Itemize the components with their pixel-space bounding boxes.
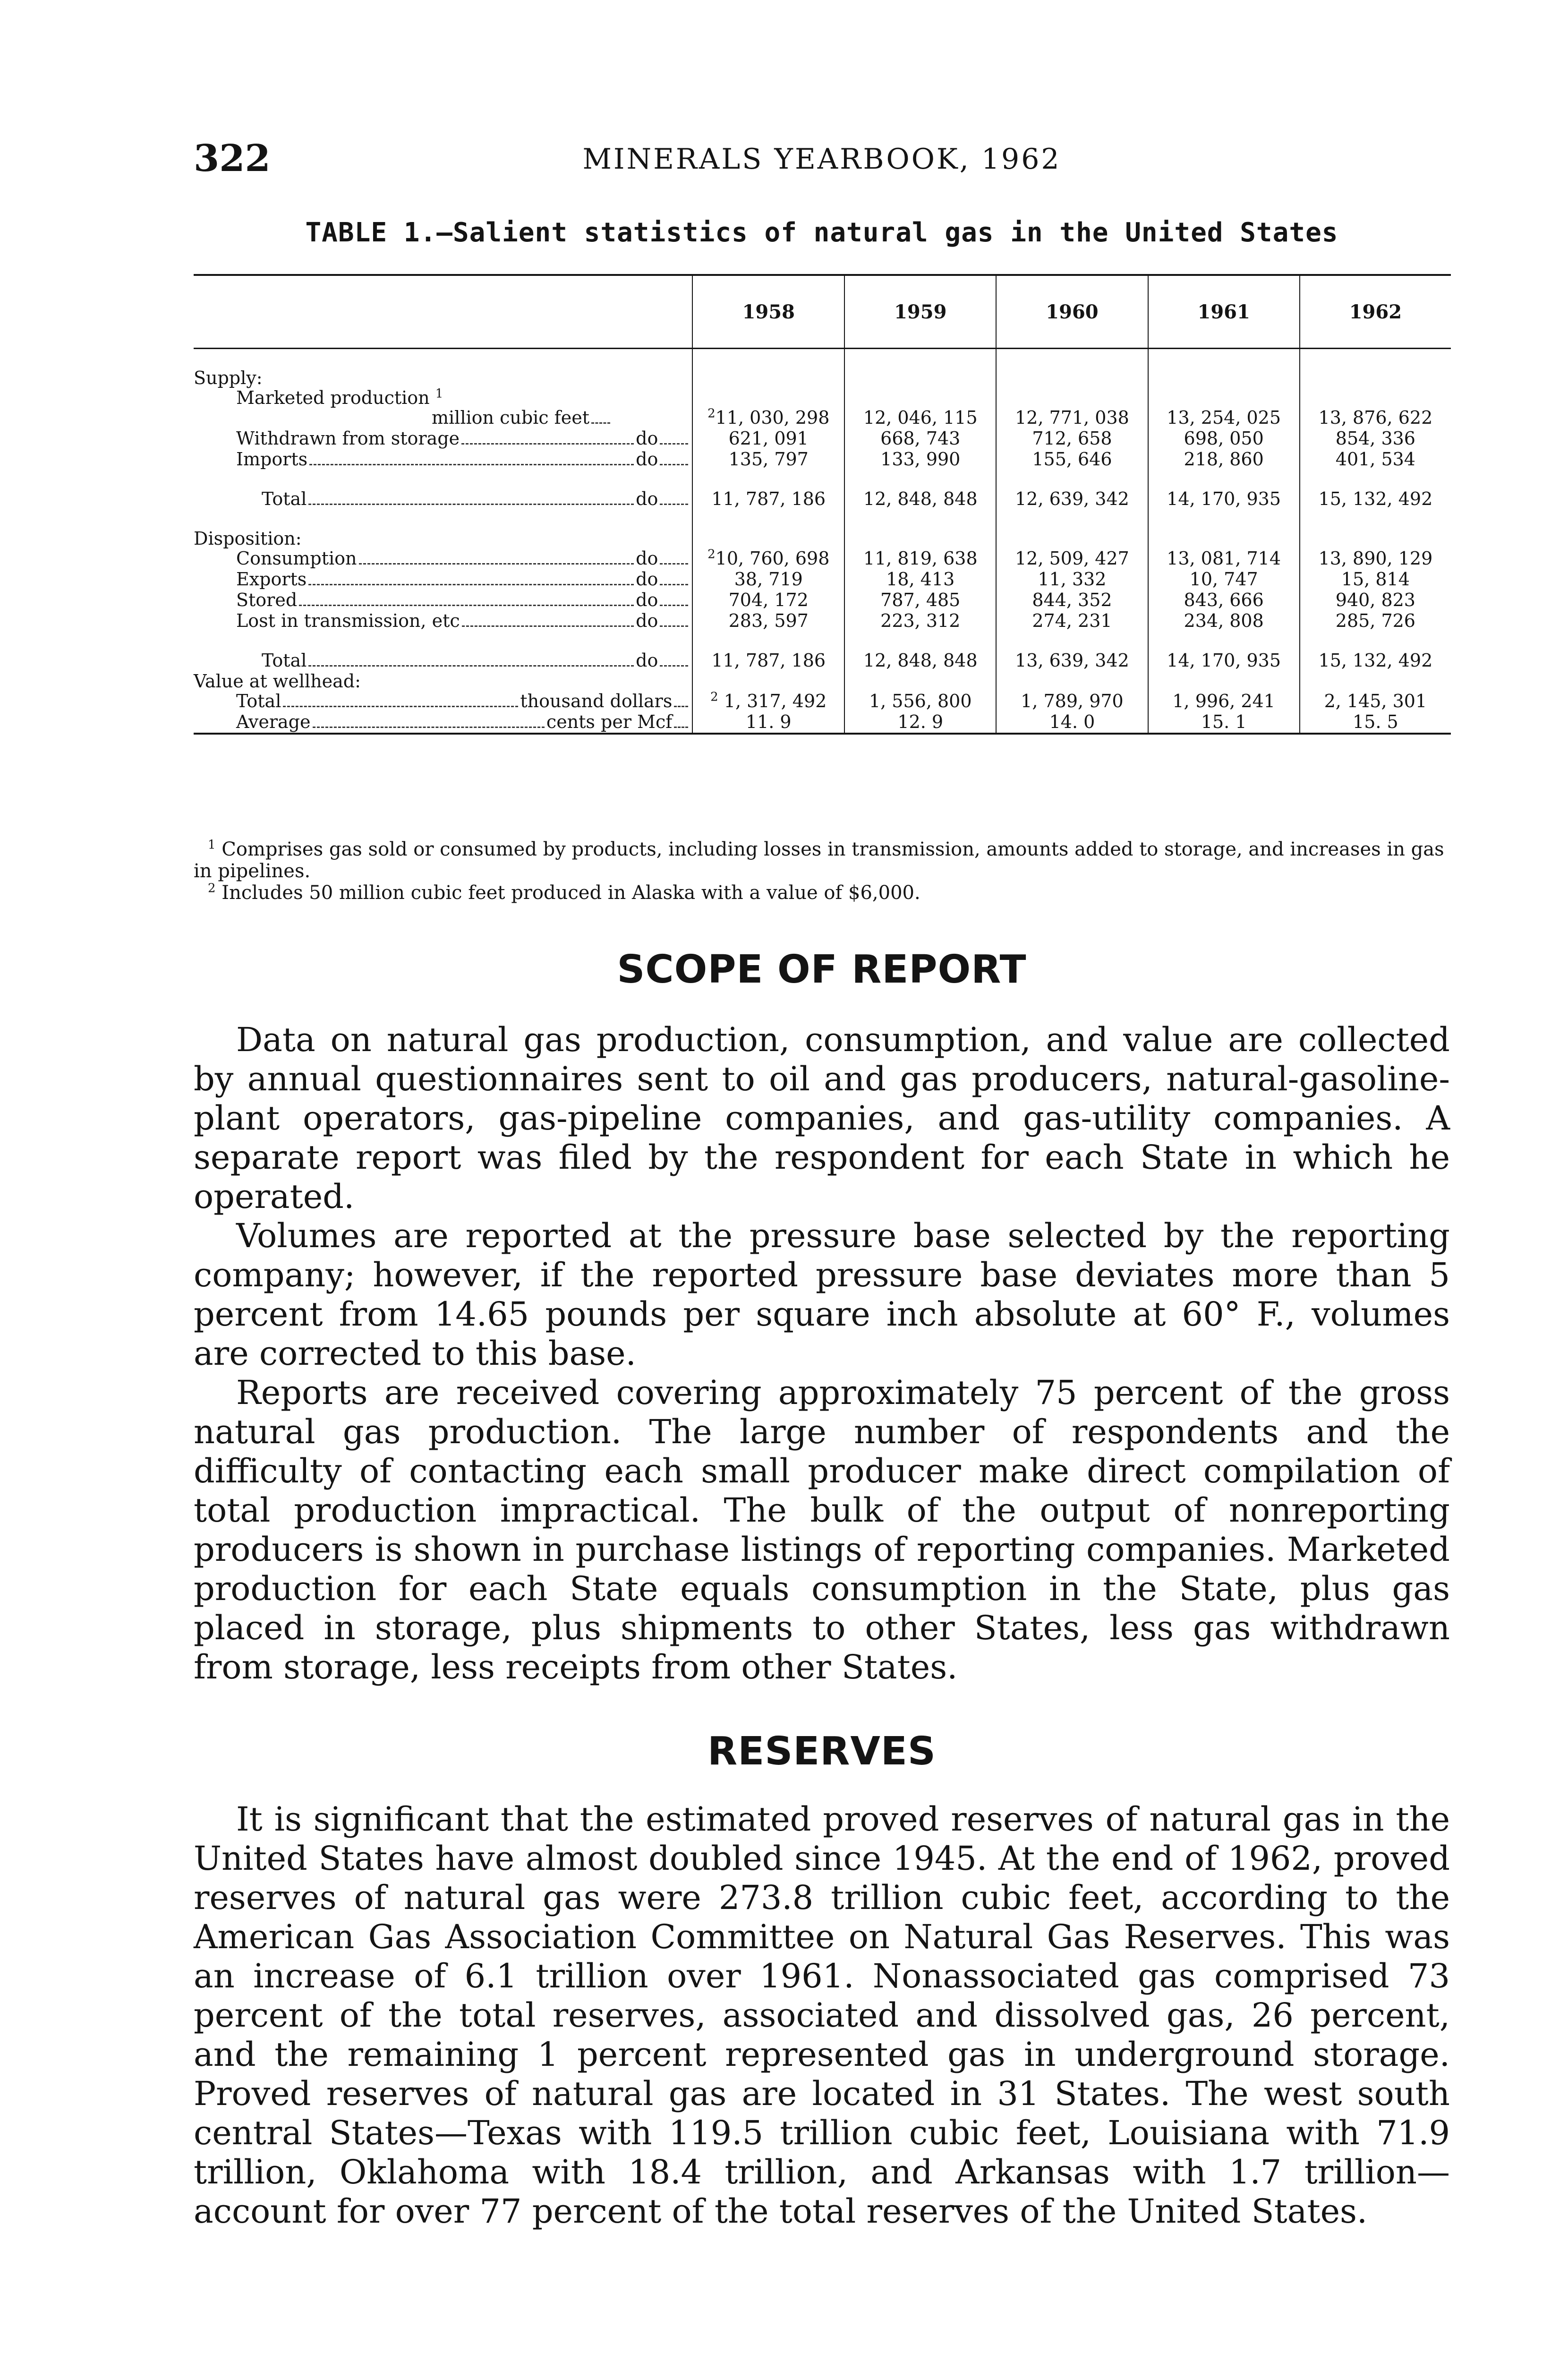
- unit-label: million cubic feet: [432, 407, 589, 428]
- footnote-mark: 1: [208, 838, 216, 852]
- table-cell: 13, 254, 025: [1148, 408, 1300, 428]
- footnote-mark: 1: [435, 386, 443, 401]
- row-label: [194, 408, 692, 428]
- table-cell: 223, 312: [844, 611, 996, 632]
- table-spacer: [194, 510, 1451, 529]
- row-label: Stored do: [194, 590, 692, 611]
- table-row: [194, 408, 1451, 428]
- table-header-row: [194, 275, 1451, 349]
- table-row: [194, 548, 1451, 569]
- table-row: [194, 368, 1451, 388]
- row-label: Total do: [194, 650, 692, 671]
- table-cell: 15. 5: [1300, 712, 1451, 734]
- table-cell: 12, 046, 115: [844, 408, 996, 428]
- table-caption: TABLE 1.—Salient statistics of natural gas in the United States: [305, 217, 1338, 248]
- table-spacer: [194, 632, 1451, 650]
- year-header: 1960: [996, 275, 1148, 349]
- row-label: Total thousand dollars: [194, 691, 692, 712]
- table-row: [194, 611, 1451, 632]
- row-label: Imports do: [194, 449, 692, 470]
- table-cell: 843, 666: [1148, 590, 1300, 611]
- table-cell: 218, 860: [1148, 449, 1300, 470]
- footnote-2: $^2$ Includes 50 million cubic feet produced in Alaska with a value of $6,000.: [208, 881, 920, 904]
- row-label: Lost in transmission, etc do: [194, 611, 692, 632]
- section-label-value: Value at wellhead:: [194, 671, 361, 692]
- footnote-mark: 2: [707, 406, 716, 421]
- running-head: [194, 137, 1450, 180]
- table-cell: 712, 658: [996, 428, 1148, 449]
- row-label: Average cents per Mcf: [194, 712, 692, 734]
- table-cell: 13, 890, 129: [1300, 548, 1451, 569]
- table-cell: 704, 172: [692, 590, 844, 611]
- row-label: [194, 388, 692, 408]
- table-cell: 133, 990: [844, 449, 996, 470]
- table-cell: 15, 132, 492: [1300, 650, 1451, 671]
- table-row: [194, 590, 1451, 611]
- table-row: [194, 529, 1451, 548]
- table-cell: 14, 170, 935: [1148, 650, 1300, 671]
- table-cell: $^2$10, 760, 698: [692, 548, 844, 569]
- table-cell: 1, 996, 241: [1148, 691, 1300, 712]
- year-header: 1962: [1300, 275, 1451, 349]
- table-cell: 844, 352: [996, 590, 1148, 611]
- table-cell: 15. 1: [1148, 712, 1300, 734]
- table-cell: 621, 091: [692, 428, 844, 449]
- table-row: [194, 650, 1451, 671]
- row-label: Exports do: [194, 569, 692, 590]
- table-cell: 11, 787, 186: [692, 650, 844, 671]
- table-cell: 135, 797: [692, 449, 844, 470]
- table-cell: 13, 876, 622: [1300, 408, 1451, 428]
- table-row: [194, 712, 1451, 734]
- table-cell: 274, 231: [996, 611, 1148, 632]
- table-row: [194, 569, 1451, 590]
- footnote-mark: 2: [208, 881, 216, 896]
- table-row: [194, 671, 1451, 691]
- paragraph: Reports are received covering approximately 75 percent of the gross natural gas production. The large number of respondents and the difficulty of contacting each small producer make direct compilation of total production impractical. The bulk of the output of nonreporting producers is shown in purchase listings of reporting companies. Marketed production for each State equals consumption in the State, plus gas placed in storage, plus shipments to other States, less gas withdrawn from storage, less receipts from other States.: [194, 1373, 1450, 1686]
- table-cell: 283, 597: [692, 611, 844, 632]
- footnote-1: $^1$ Comprises gas sold or consumed by products, including losses in transmission, amounts added to storage, and increases in gas in pipelines.: [194, 838, 1444, 882]
- table-cell: 11, 787, 186: [692, 489, 844, 510]
- table-cell: 18, 413: [844, 569, 996, 590]
- table-cell: 155, 646: [996, 449, 1148, 470]
- footnote-mark: 2: [707, 547, 716, 562]
- row-label: Withdrawn from storage do: [194, 428, 692, 449]
- table-cell: 234, 808: [1148, 611, 1300, 632]
- section-heading-reserves: RESERVES: [707, 1729, 936, 1774]
- table-cell: 11, 332: [996, 569, 1148, 590]
- table-cell: 12, 639, 342: [996, 489, 1148, 510]
- table-cell: $^2$ 1, 317, 492: [692, 691, 844, 712]
- page-number: 322: [194, 137, 271, 180]
- running-title: MINERALS YEARBOOK, 1962: [582, 143, 1061, 176]
- table-cell: 854, 336: [1300, 428, 1451, 449]
- stub-header: [194, 275, 692, 349]
- table-cell: 401, 534: [1300, 449, 1451, 470]
- paragraph: Volumes are reported at the pressure base selected by the reporting company; however, if the reported pressure base deviates more than 5 percent from 14.65 pounds per square inch absolute at 60° F., volumes are corrected to this base.: [194, 1216, 1450, 1373]
- paragraph: Data on natural gas production, consumption, and value are collected by annual questionnaires sent to oil and gas producers, natural-gasoline-plant operators, gas-pipeline companies, and gas-utility companies. A separate report was filed by the respondent for each State in which he operated.: [194, 1020, 1450, 1216]
- table-cell: 10, 747: [1148, 569, 1300, 590]
- table-cell: 1, 789, 970: [996, 691, 1148, 712]
- row-label: Total do: [194, 489, 692, 510]
- table-cell: 787, 485: [844, 590, 996, 611]
- table-cell: 13, 081, 714: [1148, 548, 1300, 569]
- year-header: 1961: [1148, 275, 1300, 349]
- table-cell: 13, 639, 342: [996, 650, 1148, 671]
- table-cell: 698, 050: [1148, 428, 1300, 449]
- year-header: 1958: [692, 275, 844, 349]
- table-cell: 940, 823: [1300, 590, 1451, 611]
- scope-body: [194, 1020, 1450, 1687]
- table-row: [194, 489, 1451, 510]
- section-heading-scope: SCOPE OF REPORT: [617, 947, 1027, 992]
- table-cell: 38, 719: [692, 569, 844, 590]
- reserves-body: [194, 1800, 1450, 2231]
- table-footnotes: [194, 839, 1450, 904]
- table-cell: 12, 848, 848: [844, 650, 996, 671]
- year-header: 1959: [844, 275, 996, 349]
- table-cell: 2, 145, 301: [1300, 691, 1451, 712]
- table-cell: 14, 170, 935: [1148, 489, 1300, 510]
- table-spacer: [194, 349, 1451, 368]
- table-spacer: [194, 470, 1451, 489]
- table-row: [194, 428, 1451, 449]
- table-cell: 12, 509, 427: [996, 548, 1148, 569]
- section-label-disposition: Disposition:: [194, 528, 302, 549]
- table-cell: 285, 726: [1300, 611, 1451, 632]
- table-cell: 668, 743: [844, 428, 996, 449]
- table-cell: 12, 771, 038: [996, 408, 1148, 428]
- row-label: Consumption do: [194, 548, 692, 569]
- table-row: [194, 388, 1451, 408]
- table-cell: 12, 848, 848: [844, 489, 996, 510]
- paragraph: It is significant that the estimated proved reserves of natural gas in the United States have almost doubled since 1945. At the end of 1962, proved reserves of natural gas were 273.8 trillion cubic feet, according to the American Gas Association Committee on Natural Gas Reserves. This was an increase of 6.1 trillion over 1961. Nonassociated gas comprised 73 percent of the total reserves, associated and dissolved gas, 26 percent, and the remaining 1 percent represented gas in underground storage. Proved reserves of natural gas are located in 31 States. The west south central States—Texas with 119.5 trillion cubic feet, Louisiana with 71.9 trillion, Oklahoma with 18.4 trillion, and Arkansas with 1.7 trillion—account for over 77 percent of the total reserves of the United States.: [194, 1800, 1450, 2231]
- table-cell: 11. 9: [692, 712, 844, 734]
- table-row: [194, 449, 1451, 470]
- table-cell: 14. 0: [996, 712, 1148, 734]
- section-label-supply: Supply:: [194, 368, 263, 388]
- footnote-mark: 2: [710, 690, 718, 704]
- table-cell: 15, 814: [1300, 569, 1451, 590]
- table-cell: 11, 819, 638: [844, 548, 996, 569]
- table-cell: 15, 132, 492: [1300, 489, 1451, 510]
- table-cell: 1, 556, 800: [844, 691, 996, 712]
- table-row: [194, 691, 1451, 712]
- marketed-label: Marketed production: [236, 387, 430, 408]
- table-cell: $^2$11, 030, 298: [692, 408, 844, 428]
- table-cell: 12. 9: [844, 712, 996, 734]
- salient-statistics-table: [194, 274, 1451, 735]
